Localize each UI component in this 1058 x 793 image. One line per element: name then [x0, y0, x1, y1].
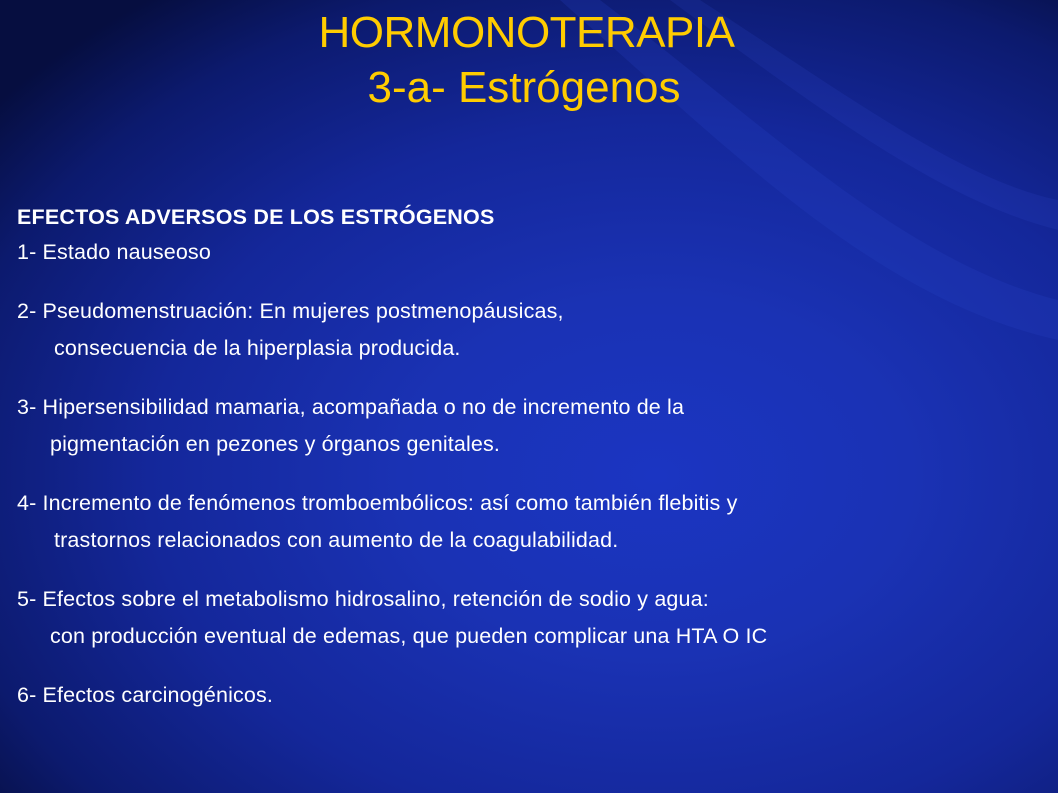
slide-title: [0, 8, 1058, 116]
title-main: HORMONOTERAPIA: [318, 8, 735, 57]
list-item-2: [17, 293, 1047, 367]
list-item-3-line1: 3- Hipersensibilidad mamaria, acompañada o no de incremento de la: [17, 395, 685, 419]
list-item-5-line2: con producción eventual de edemas, que pueden complicar una HTA O IC: [50, 624, 768, 648]
list-item-6: [17, 677, 1047, 714]
list-item-2-line2: consecuencia de la hiperplasia producida.: [54, 336, 461, 360]
list-item-4: [17, 485, 1047, 559]
slide-body: [17, 200, 1047, 714]
list-item-5-line1: 5- Efectos sobre el metabolismo hidrosalino, retención de sodio y agua:: [17, 587, 709, 611]
list-item-3-line2: pigmentación en pezones y órganos genitales.: [50, 432, 501, 456]
list-item-6-text: 6- Efectos carcinogénicos.: [17, 683, 274, 707]
section-heading: EFECTOS ADVERSOS DE LOS ESTRÓGENOS: [17, 205, 495, 229]
list-item-4-line1: 4- Incremento de fenómenos tromboembólicos: así como también flebitis y: [17, 491, 738, 515]
list-item-2-line1: 2- Pseudomenstruación: En mujeres postmenopáusicas,: [17, 299, 564, 323]
list-item-1-text: 1- Estado nauseoso: [17, 240, 211, 264]
list-item-5: [17, 581, 1047, 655]
title-subtitle: 3-a- Estrógenos: [367, 63, 681, 112]
list-item-4-line2: trastornos relacionados con aumento de la coagulabilidad.: [54, 528, 619, 552]
list-item-3: [17, 389, 1047, 463]
list-item-1: [17, 234, 1047, 271]
